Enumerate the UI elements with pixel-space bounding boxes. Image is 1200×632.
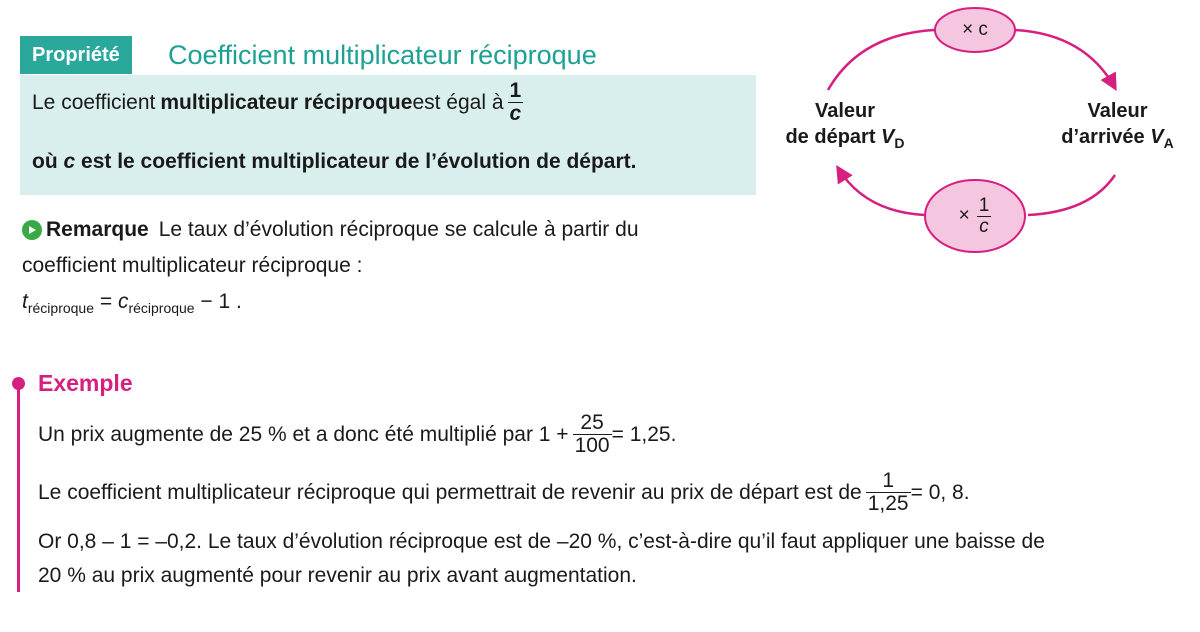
formula-t: t bbox=[22, 290, 28, 313]
property-line-1-post: est égal à bbox=[412, 90, 504, 114]
start-value-text: de départ bbox=[785, 126, 882, 148]
remark-line-2: coefficient multiplicateur réciproque : bbox=[22, 254, 363, 277]
example-line-2-text: Le coefficient multiplicateur réciproque qui permettrait de revenir au prix de départ est de bbox=[38, 480, 862, 504]
fraction-numerator: 1 bbox=[509, 79, 522, 102]
end-value-text: d’arrivée bbox=[1061, 126, 1151, 148]
start-value-var: V bbox=[881, 126, 895, 148]
end-value-sub: A bbox=[1163, 135, 1174, 151]
start-value-sub: D bbox=[894, 135, 905, 151]
bottom-operation-label bbox=[925, 188, 1025, 244]
formula-t-sub: réciproque bbox=[27, 300, 94, 317]
fraction-numerator: 1 bbox=[882, 469, 895, 492]
start-value-line-1: Valeur bbox=[814, 100, 876, 122]
end-value-var: V bbox=[1150, 126, 1164, 148]
example-title: Exemple bbox=[38, 370, 133, 396]
fraction-denominator: 100 bbox=[574, 434, 610, 458]
remark-label: Remarque bbox=[46, 218, 149, 241]
example-line-2-end: = 0, 8. bbox=[910, 480, 970, 504]
property-tag: Propriété bbox=[20, 36, 132, 74]
fraction-denominator: 1,25 bbox=[867, 492, 909, 516]
top-operation-label bbox=[935, 15, 1015, 45]
formula-eq: = bbox=[94, 290, 118, 313]
property-line-2-c: c bbox=[63, 150, 76, 173]
fraction-denominator: c bbox=[509, 102, 522, 126]
bottom-operation-times: × bbox=[958, 205, 970, 226]
end-value-line-1: Valeur bbox=[1087, 100, 1148, 122]
property-line-2-pre: où bbox=[32, 150, 64, 173]
property-line-1-bold: multiplicateur réciproque bbox=[160, 90, 413, 114]
example-line-1-end: = 1,25. bbox=[611, 422, 677, 446]
fraction-denominator: c bbox=[979, 215, 989, 237]
property-line-1-pre: Le coefficient bbox=[32, 90, 156, 114]
top-operation-text: × c bbox=[962, 19, 988, 40]
example-line-3: Or 0,8 – 1 = –0,2. Le taux d’évolution réciproque est de –20 %, c’est-à-dire qu’il faut appliquer une baisse de bbox=[38, 530, 1045, 553]
fraction-numerator: 1 bbox=[978, 194, 990, 216]
property-line-2-rest: est le coefficient multiplicateur de l’évolution de départ. bbox=[75, 150, 637, 173]
start-value-line-2 bbox=[770, 124, 920, 152]
formula-c-sub: réciproque bbox=[128, 300, 195, 317]
end-value-node bbox=[1045, 98, 1190, 152]
remark-text-1: Le taux d’évolution réciproque se calcule à partir du bbox=[158, 218, 639, 241]
example-line-1-text: Un prix augmente de 25 % et a donc été multiplié par 1 + bbox=[38, 422, 569, 446]
fraction-numerator: 25 bbox=[580, 411, 604, 434]
formula-c: c bbox=[117, 290, 129, 313]
formula-minus-one: − 1 . bbox=[194, 290, 242, 313]
start-value-node bbox=[770, 98, 920, 152]
fraction-one-over-c-diagram bbox=[977, 196, 992, 237]
end-value-line-2 bbox=[1045, 124, 1190, 152]
example-line-4: 20 % au prix augmenté pour revenir au prix avant augmentation. bbox=[38, 564, 637, 587]
property-title: Coefficient multiplicateur réciproque bbox=[168, 39, 597, 70]
